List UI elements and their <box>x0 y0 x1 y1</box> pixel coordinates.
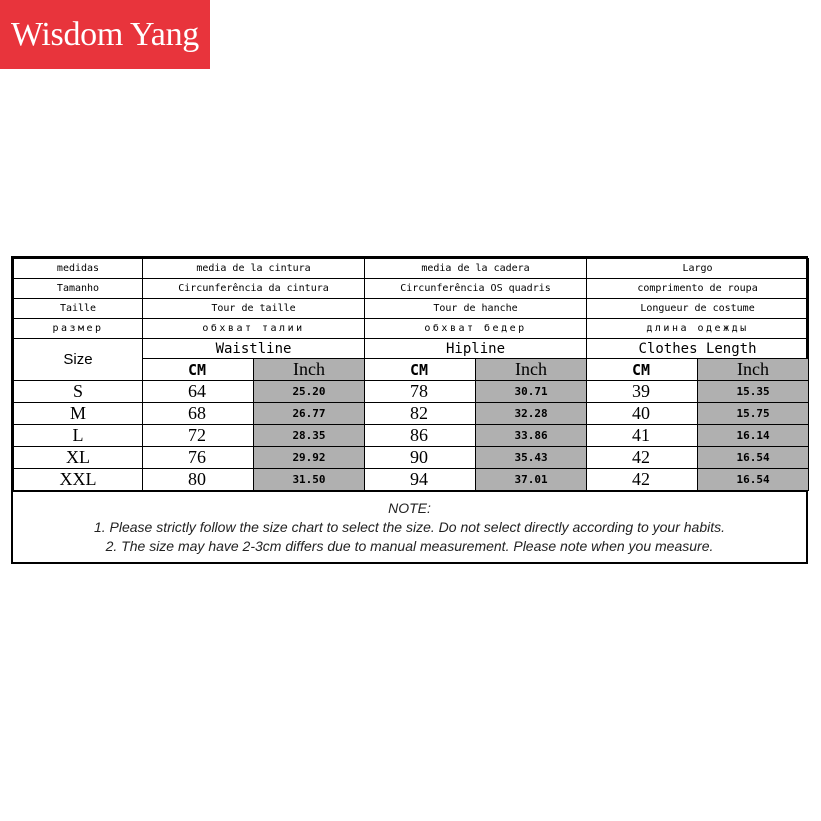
hip-label-fr: Tour de hanche <box>365 299 587 319</box>
table-row <box>14 403 809 425</box>
waistline-header: Waistline <box>143 339 365 359</box>
size-cell: M <box>14 403 143 425</box>
waist-inch-cell: 31.50 <box>254 469 365 491</box>
waist-inch-cell: 25.20 <box>254 381 365 403</box>
length-cm-cell: 42 <box>587 447 698 469</box>
length-inch-header: Inch <box>698 359 809 381</box>
hip-label-pt: Circunferência OS quadris <box>365 279 587 299</box>
size-header: Size <box>14 339 143 381</box>
hip-inch-cell: 35.43 <box>476 447 587 469</box>
length-cm-cell: 40 <box>587 403 698 425</box>
length-label-fr: Longueur de costume <box>587 299 809 319</box>
length-cm-cell: 42 <box>587 469 698 491</box>
note-title: NOTE: <box>388 500 431 516</box>
hip-label-es: media de la cadera <box>365 259 587 279</box>
note-line-1: 1. Please strictly follow the size chart to select the size. Do not select directly according to your habits. <box>93 519 726 535</box>
waist-label-fr: Tour de taille <box>143 299 365 319</box>
length-label-pt: comprimento de roupa <box>587 279 809 299</box>
length-inch-cell: 15.75 <box>698 403 809 425</box>
hip-inch-header: Inch <box>476 359 587 381</box>
waist-inch-cell: 28.35 <box>254 425 365 447</box>
hip-inch-cell: 33.86 <box>476 425 587 447</box>
length-inch-cell: 16.54 <box>698 447 809 469</box>
waist-cm-cell: 68 <box>143 403 254 425</box>
waist-cm-cell: 72 <box>143 425 254 447</box>
length-label-es: Largo <box>587 259 809 279</box>
header-row <box>14 339 809 359</box>
waist-label-es: media de la cintura <box>143 259 365 279</box>
hip-inch-cell: 30.71 <box>476 381 587 403</box>
size-label-pt: Tamanho <box>14 279 143 299</box>
hip-cm-cell: 86 <box>365 425 476 447</box>
waist-cm-cell: 64 <box>143 381 254 403</box>
size-cell: XXL <box>14 469 143 491</box>
length-inch-cell: 16.14 <box>698 425 809 447</box>
hip-cm-cell: 90 <box>365 447 476 469</box>
table-row <box>14 469 809 491</box>
hip-cm-cell: 78 <box>365 381 476 403</box>
waist-inch-cell: 26.77 <box>254 403 365 425</box>
lang-row-es <box>14 259 809 279</box>
waist-cm-cell: 76 <box>143 447 254 469</box>
hipline-header: Hipline <box>365 339 587 359</box>
lang-row-fr <box>14 299 809 319</box>
length-cm-cell: 41 <box>587 425 698 447</box>
clothes-length-header: Clothes Length <box>587 339 809 359</box>
length-inch-cell: 16.54 <box>698 469 809 491</box>
hip-cm-header: CM <box>365 359 476 381</box>
hip-inch-cell: 37.01 <box>476 469 587 491</box>
waist-cm-cell: 80 <box>143 469 254 491</box>
length-inch-cell: 15.35 <box>698 381 809 403</box>
lang-row-pt <box>14 279 809 299</box>
waist-inch-cell: 29.92 <box>254 447 365 469</box>
hip-cm-cell: 82 <box>365 403 476 425</box>
size-cell: S <box>14 381 143 403</box>
size-cell: XL <box>14 447 143 469</box>
length-cm-header: CM <box>587 359 698 381</box>
waist-inch-header: Inch <box>254 359 365 381</box>
lang-row-ru <box>14 319 809 339</box>
size-chart <box>11 256 808 564</box>
hip-label-ru: обхват бедер <box>365 319 587 339</box>
waist-label-pt: Circunferência da cintura <box>143 279 365 299</box>
table-row <box>14 447 809 469</box>
hip-cm-cell: 94 <box>365 469 476 491</box>
size-label-ru: размер <box>14 319 143 339</box>
size-label-es: medidas <box>14 259 143 279</box>
length-label-ru: длина одежды <box>587 319 809 339</box>
size-cell: L <box>14 425 143 447</box>
length-cm-cell: 39 <box>587 381 698 403</box>
note-line-2: 2. The size may have 2-3cm differs due to manual measurement. Please note when you measure. <box>105 538 714 554</box>
note-box <box>13 491 806 576</box>
hip-inch-cell: 32.28 <box>476 403 587 425</box>
size-table <box>13 258 809 491</box>
table-row <box>14 381 809 403</box>
waist-cm-header: CM <box>143 359 254 381</box>
waist-label-ru: обхват талии <box>143 319 365 339</box>
size-label-fr: Taille <box>14 299 143 319</box>
brand-logo: Wisdom Yang <box>0 0 210 69</box>
table-row <box>14 425 809 447</box>
